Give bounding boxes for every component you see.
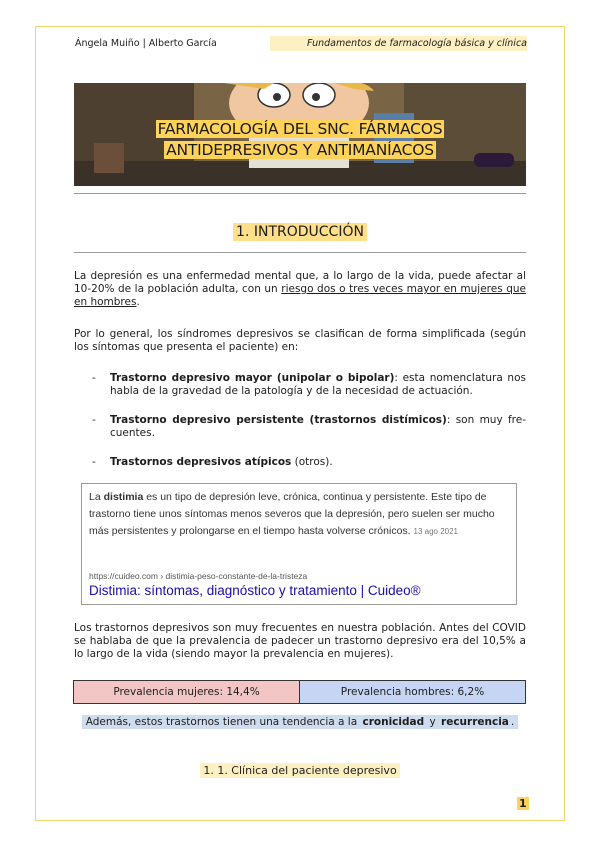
- banner-title: [74, 119, 526, 161]
- chronicity-term-1: cronicidad: [362, 716, 425, 728]
- banner-title-line2: ANTIDEPRESIVOS Y ANTIMANÍACOS: [166, 141, 434, 159]
- header-course: Fundamentos de farmacología básica y clínica: [270, 36, 527, 51]
- chronicity-line: [0, 716, 600, 728]
- bullet-dash: -: [92, 456, 96, 468]
- bullet-term: Trastorno depresivo mayor (unipolar o bipolar): [110, 372, 395, 384]
- divider-under-heading: [74, 252, 526, 253]
- covid-paragraph: Los trastornos depresivos son muy frecuentes en nuestra población. Antes del COVID se hablaba de que la prevalencia de padecer un trastorno depresivo era del 10,5% a lo largo de la vida (siendo mayor la prevalencia en mujeres).: [74, 622, 526, 660]
- chronicity-middle: y: [426, 716, 440, 728]
- table-row: [74, 681, 526, 704]
- intro-p1-end: .: [136, 296, 140, 308]
- bullet-dash: -: [92, 414, 96, 426]
- snippet-text: es un tipo de depresión leve, crónica, continua y persistente. Este tipo de trastorno tiene unos síntomas menos severos que la depresión, pero suelen ser mucho más persistentes y prolongarse en el tiempo hasta volverse crónicos.: [89, 491, 495, 537]
- intro-p1-underlined: riesgo dos o tres veces mayor en mujeres que en hombres: [74, 283, 526, 308]
- snippet-keyword: distimia: [103, 491, 144, 503]
- subsection-heading: [0, 764, 600, 777]
- running-header: [75, 36, 527, 51]
- snippet-date: 13 ago 2021: [413, 527, 458, 536]
- section-heading: [0, 224, 600, 240]
- intro-paragraph-1: [74, 270, 526, 309]
- bullet-description: : son muy fre-cuentes.: [110, 414, 527, 439]
- search-result-snippet: [81, 483, 517, 605]
- prevalence-men-cell: Prevalencia hombres: 6,2%: [300, 681, 526, 704]
- intro-paragraph-2: Por lo general, los síndromes depresivos se clasifican de forma simplificada (según los síntomas que presenta el paciente) en:: [74, 328, 526, 353]
- banner-title-line1: FARMACOLOGÍA DEL SNC. FÁRMACOS: [157, 120, 443, 138]
- bullet-description: : esta nomenclatura nos habla de la gravedad de la patología y de la necesidad de actuación.: [110, 372, 526, 397]
- bullet-dash: -: [92, 372, 96, 384]
- chronicity-end: .: [510, 716, 515, 728]
- chronicity-start: Además, estos trastornos tienen una tendencia a la: [85, 716, 361, 728]
- header-authors: Ángela Muiño | Alberto García: [75, 38, 217, 49]
- divider-top: [74, 193, 526, 194]
- chronicity-term-2: recurrencia: [441, 716, 509, 728]
- snippet-url: https://cuideo.com › distimia-peso-constante-de-la-tristeza: [89, 571, 308, 581]
- bullet-description: (otros).: [291, 456, 333, 468]
- page-number: 1: [519, 797, 527, 810]
- snippet-link[interactable]: Distimia: síntomas, diagnóstico y tratamiento | Cuideo®: [89, 583, 421, 598]
- prevalence-table: [73, 680, 526, 704]
- snippet-body: [89, 489, 509, 559]
- bullet-term: Trastorno depresivo persistente (trastornos distímicos): [110, 414, 447, 426]
- title-banner: [74, 83, 526, 186]
- intro-p1-start: La depresión es una enfermedad mental que, a lo largo de la vida, puede afectar al 10-20% de la población adulta, con un: [74, 270, 526, 295]
- chronicity-highlight: [82, 715, 518, 729]
- snippet-prefix: La: [89, 491, 104, 503]
- bullet-term: Trastornos depresivos atípicos: [110, 456, 292, 468]
- section-heading-text: 1. INTRODUCCIÓN: [233, 223, 367, 241]
- prevalence-women-cell: Prevalencia mujeres: 14,4%: [74, 681, 300, 704]
- subsection-heading-text: 1. 1. Clínica del paciente depresivo: [200, 763, 399, 778]
